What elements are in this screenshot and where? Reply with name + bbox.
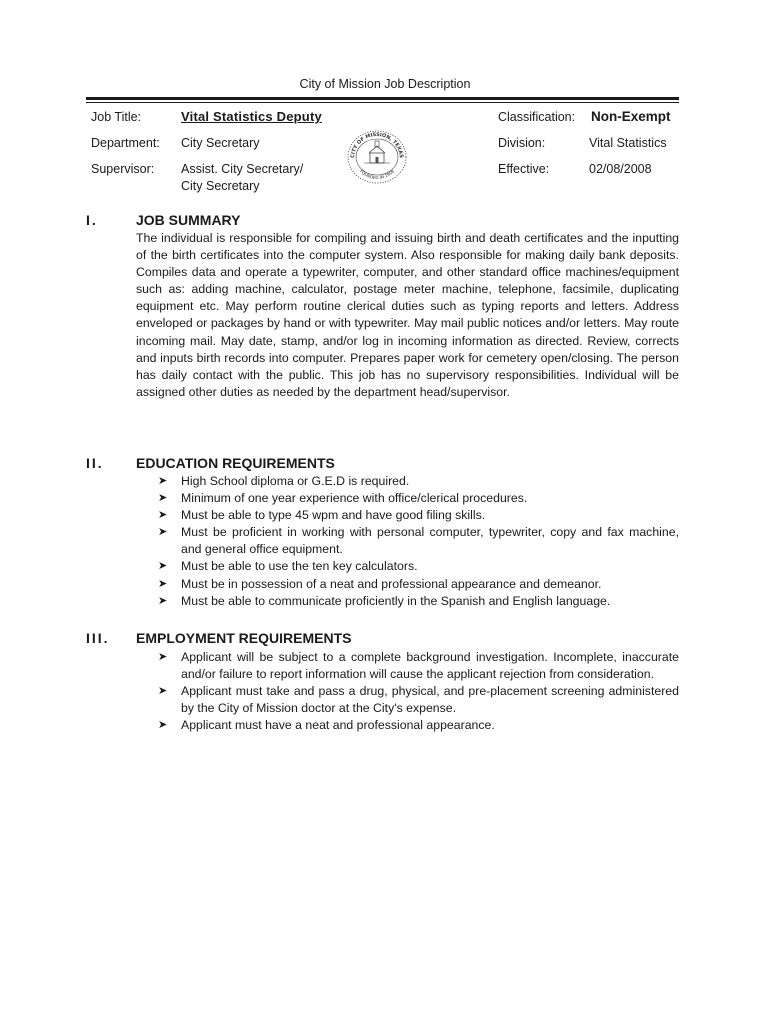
arrow-bullet-icon: ➤ bbox=[158, 475, 168, 487]
department-label: Department: bbox=[91, 136, 160, 150]
job-title-label: Job Title: bbox=[91, 110, 142, 124]
svg-text:FOUNDED IN 1908 bbox=[359, 168, 395, 180]
arrow-bullet-icon: ➤ bbox=[158, 577, 168, 590]
division-value: Vital Statistics bbox=[589, 136, 667, 150]
supervisor-value-line2: City Secretary bbox=[181, 179, 260, 193]
list-item: ➤ Must be in possession of a neat and professional appearance and demeanor. bbox=[158, 576, 679, 593]
arrow-bullet-icon: ➤ bbox=[158, 685, 168, 698]
effective-label: Effective: bbox=[498, 162, 550, 176]
list-item: ➤ High School diploma or G.E.D is required. bbox=[158, 473, 679, 490]
arrow-bullet-icon: ➤ bbox=[158, 560, 168, 573]
job-summary-paragraph: The individual is responsible for compiling and issuing birth and death certificates and the inputting of the birth certificates into the computer system. Also responsible for making daily bank deposits. Compiles data and operate a typewriter, computer, and other standard office machines/equipment such as: adding machine, calculator, postage meter machine, telephone, facsimile, duplicating equipment etc. May perform routine clerical duties such as typing reports and letters. Address enveloped or packages by hand or with typewriter. May mail public notices and/or letters. May route incoming mail. May date, stamp, and/or log in incoming information as directed. Review, corrects and inputs birth records into computer. Prepares paper work for cemetery open/closing. The person has daily contact with the public. This job has no supervisory responsibilities. Individual will be assigned other duties as needed by the department head/supervisor. bbox=[136, 231, 679, 399]
list-item: ➤ Must be able to use the ten key calculators. bbox=[158, 558, 679, 575]
list-item: ➤ Must be able to type 45 wpm and have good filing skills. bbox=[158, 507, 679, 524]
department-value: City Secretary bbox=[181, 136, 260, 150]
city-seal-icon bbox=[344, 127, 410, 185]
section-number: I. bbox=[86, 212, 98, 228]
header-rule-thick bbox=[86, 97, 679, 100]
document-title: City of Mission Job Description bbox=[299, 77, 471, 91]
svg-text:CITY OF MISSION, TEXAS bbox=[350, 132, 404, 159]
list-item: ➤ Applicant will be subject to a complete background investigation. Incomplete, inaccurate and/or failure to report information will cause the applicant rejection from consideration. bbox=[158, 650, 679, 682]
effective-value: 02/08/2008 bbox=[589, 162, 652, 176]
arrow-bullet-icon: ➤ bbox=[158, 651, 168, 663]
arrow-bullet-icon: ➤ bbox=[158, 594, 168, 607]
section-heading-employment: EMPLOYMENT REQUIREMENTS bbox=[136, 630, 352, 646]
list-item: ➤ Applicant must have a neat and professional appearance. bbox=[158, 717, 679, 734]
classification-value: Non-Exempt bbox=[591, 109, 671, 124]
section-number: II. bbox=[86, 455, 104, 471]
seal-text-bottom: FOUNDED IN 1908 bbox=[358, 168, 396, 181]
seal-text-top: CITY OF MISSION, TEXAS bbox=[349, 131, 405, 159]
job-title-value: Vital Statistics Deputy bbox=[181, 109, 322, 124]
division-label: Division: bbox=[498, 136, 546, 150]
header-rule-thin bbox=[86, 102, 679, 103]
employment-requirements-list bbox=[158, 649, 679, 734]
arrow-bullet-icon: ➤ bbox=[158, 509, 168, 522]
section-number: III. bbox=[86, 630, 110, 646]
supervisor-label: Supervisor: bbox=[91, 162, 155, 176]
arrow-bullet-icon: ➤ bbox=[158, 492, 168, 505]
list-item: ➤ Must be proficient in working with personal computer, typewriter, copy and fax machine, and general office equipment. bbox=[158, 525, 679, 557]
list-item: ➤ Applicant must take and pass a drug, physical, and pre-placement screening administered by the City of Mission doctor at the City's expense. bbox=[158, 684, 679, 716]
supervisor-value-line1: Assist. City Secretary/ bbox=[181, 162, 304, 176]
list-item: ➤ Must be able to communicate proficiently in the Spanish and English language. bbox=[158, 593, 679, 610]
education-requirements-list bbox=[158, 473, 679, 610]
section-heading-education: EDUCATION REQUIREMENTS bbox=[136, 455, 335, 471]
arrow-bullet-icon: ➤ bbox=[158, 719, 168, 732]
section-heading-job-summary: JOB SUMMARY bbox=[136, 212, 241, 228]
classification-label: Classification: bbox=[498, 110, 576, 124]
arrow-bullet-icon: ➤ bbox=[158, 526, 168, 539]
list-item: ➤ Minimum of one year experience with office/clerical procedures. bbox=[158, 490, 679, 507]
